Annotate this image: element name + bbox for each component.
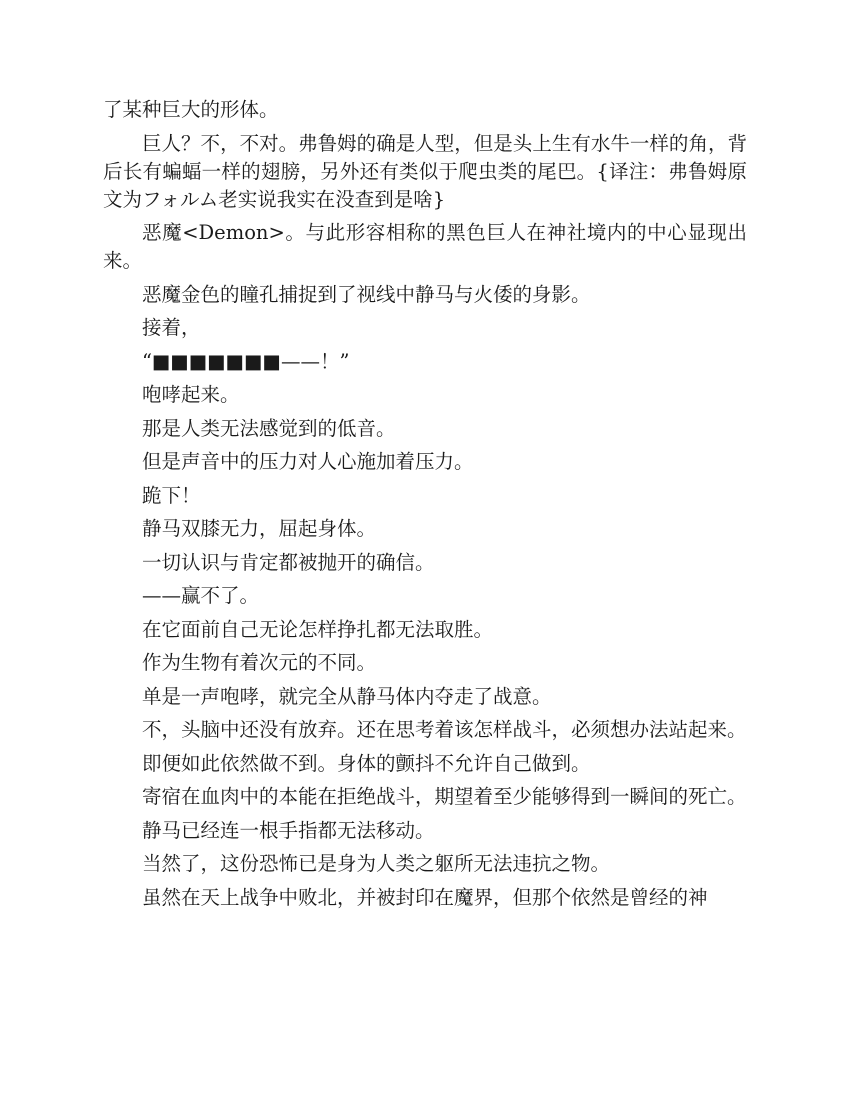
paragraph: 虽然在天上战争中败北，并被封印在魔界，但那个依然是曾经的神 bbox=[142, 885, 708, 909]
paragraph: 作为生物有着次元的不同。 bbox=[142, 651, 377, 674]
paragraph: 寄宿在血肉中的本能在拒绝战斗，期望着至少能够得到一瞬间的死亡。 bbox=[142, 785, 747, 808]
paragraph: 恶魔金色的瞳孔捕捉到了视线中静马与火倭的身影。 bbox=[142, 282, 591, 306]
paragraph: 接着， bbox=[142, 316, 201, 339]
paragraph: 恶魔<Demon>。与此形容相称的黑色巨人在神社境内的中心显现出来。 bbox=[103, 221, 747, 272]
paragraph: 一切认识与肯定都被抛开的确信。 bbox=[142, 550, 435, 574]
paragraph: 但是声音中的压力对人心施加着压力。 bbox=[142, 450, 474, 473]
paragraph: 单是一声咆哮，就完全从静马体内夺走了战意。 bbox=[142, 684, 552, 708]
paragraph: 静马已经连一根手指都无法移动。 bbox=[142, 818, 435, 842]
paragraph: 咆哮起来。 bbox=[142, 383, 240, 406]
paragraph: 了某种巨大的形体。 bbox=[103, 98, 279, 121]
paragraph: ——赢不了。 bbox=[142, 584, 260, 607]
paragraph: 跪下！ bbox=[142, 483, 201, 507]
paragraph: 当然了，这份恐怖已是身为人类之躯所无法违抗之物。 bbox=[142, 852, 611, 875]
paragraph: 在它面前自己无论怎样挣扎都无法取胜。 bbox=[142, 617, 494, 641]
paragraph: “■■■■■■■——！” bbox=[142, 349, 350, 373]
body-text bbox=[103, 96, 747, 917]
paragraph: 静马双膝无力，屈起身体。 bbox=[142, 517, 377, 540]
paragraph: 不，头脑中还没有放弃。还在思考着该怎样战斗，必须想办法站起来。 bbox=[142, 718, 747, 741]
paragraph: 即便如此依然做不到。身体的颤抖不允许自己做到。 bbox=[142, 751, 591, 775]
paragraph: 那是人类无法感觉到的低音。 bbox=[142, 416, 396, 440]
paragraph: 巨人？不，不对。弗鲁姆的确是人型，但是头上生有水牛一样的角，背后长有蝙蝠一样的翅膀，另外还有类似于爬虫类的尾巴。{译注：弗鲁姆原文为フォルム老实说我实在没查到是啥} bbox=[103, 131, 747, 211]
